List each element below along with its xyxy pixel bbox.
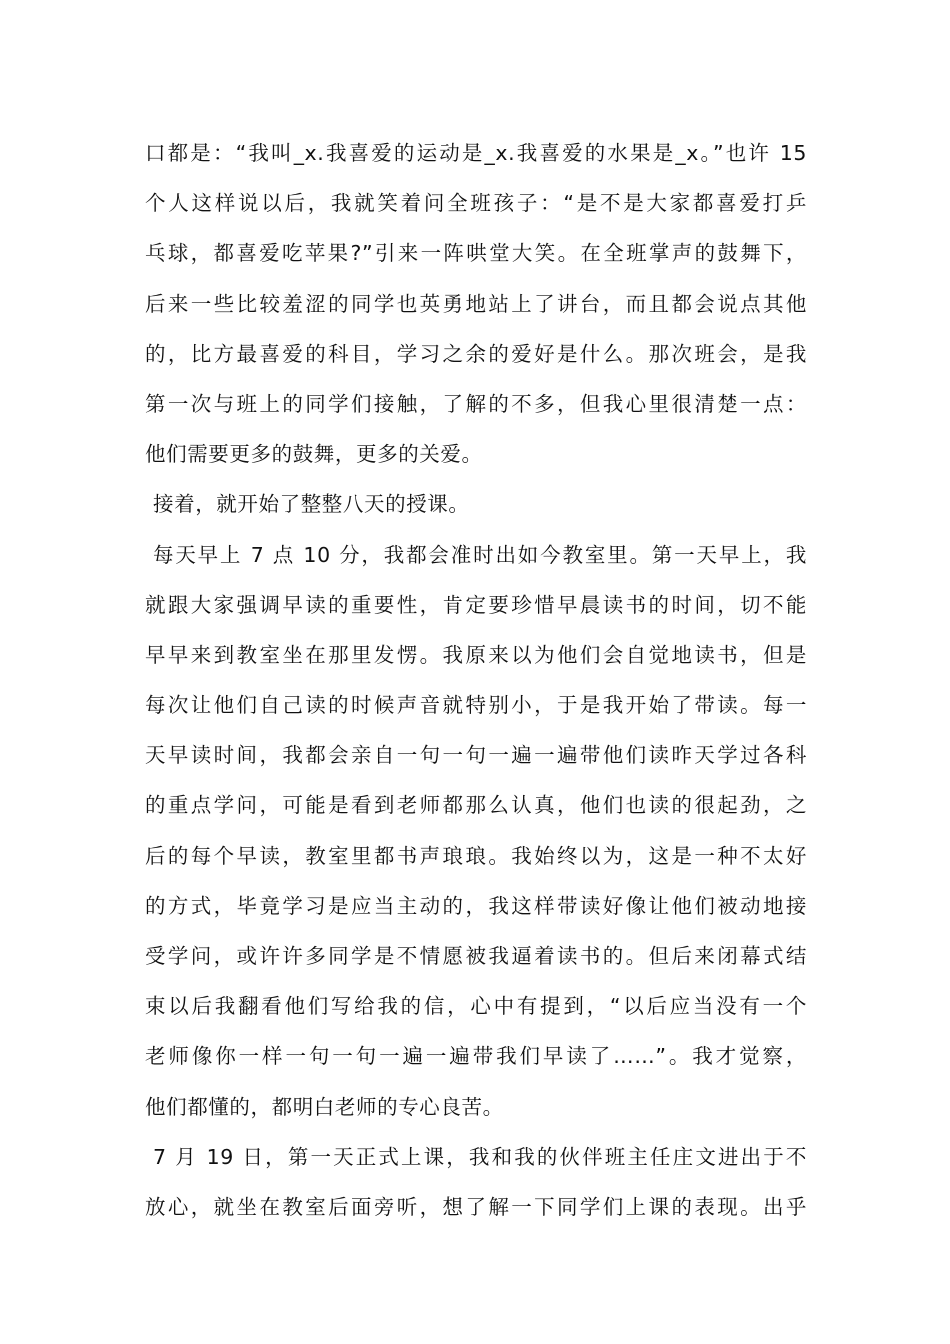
text-line: 天早读时间，我都会亲自一句一句一遍一遍带他们读昨天学过各科 [145, 743, 807, 768]
text-line: 就跟大家强调早读的重要性，肯定要珍惜早晨读书的时间，切不能 [145, 592, 807, 617]
text-line: 第一次与班上的同学们接触，了解的不多，但我心里很清楚一点： [145, 391, 807, 416]
text-line: 后的每个早读，教室里都书声琅琅。我始终以为，这是一种不太好 [145, 843, 807, 868]
text-line: 的重点学问，可能是看到老师都那么认真，他们也读的很起劲，之 [145, 793, 807, 818]
text-line: 束以后我翻看他们写给我的信，心中有提到，“以后应当没有一个 [145, 994, 807, 1019]
text-line: 的方式，毕竟学习是应当主动的，我这样带读好像让他们被动地接 [145, 893, 807, 918]
text-line: 老师像你一样一句一句一遍一遍带我们早读了……”。我才觉察， [145, 1044, 807, 1069]
text-line: 乓球，都喜爱吃苹果?”引来一阵哄堂大笑。在全班掌声的鼓舞下， [145, 241, 807, 266]
text-line: 他们需要更多的鼓舞，更多的关爱。 [145, 442, 483, 467]
text-line: 每天早上 7 点 10 分，我都会准时出如今教室里。第一天早上，我 [153, 542, 807, 567]
text-line: 7 月 19 日，第一天正式上课，我和我的伙伴班主任庄文进出于不 [153, 1144, 807, 1169]
text-line: 早早来到教室坐在那里发愣。我原来以为他们会自觉地读书，但是 [145, 642, 807, 667]
text-line: 口都是：“我叫_x.我喜爱的运动是_x.我喜爱的水果是_x。”也许 15 [145, 141, 807, 165]
body-text [145, 128, 807, 1232]
text-line: 放心，就坐在教室后面旁听，想了解一下同学们上课的表现。出乎 [145, 1194, 807, 1219]
text-line: 他们都懂的，都明白老师的专心良苦。 [145, 1094, 504, 1119]
text-line: 受学问，或许许多同学是不情愿被我逼着读书的。但后来闭幕式结 [145, 944, 807, 968]
text-line: 每次让他们自己读的时候声音就特别小，于是我开始了带读。每一 [145, 693, 807, 718]
text-line: 个人这样说以后，我就笑着问全班孩子：“是不是大家都喜爱打乒 [145, 191, 807, 216]
text-line: 的，比方最喜爱的科目，学习之余的爱好是什么。那次班会，是我 [145, 341, 807, 366]
text-line: 后来一些比较羞涩的同学也英勇地站上了讲台，而且都会说点其他 [145, 291, 807, 316]
text-line: 接着，就开始了整整八天的授课。 [153, 492, 470, 517]
